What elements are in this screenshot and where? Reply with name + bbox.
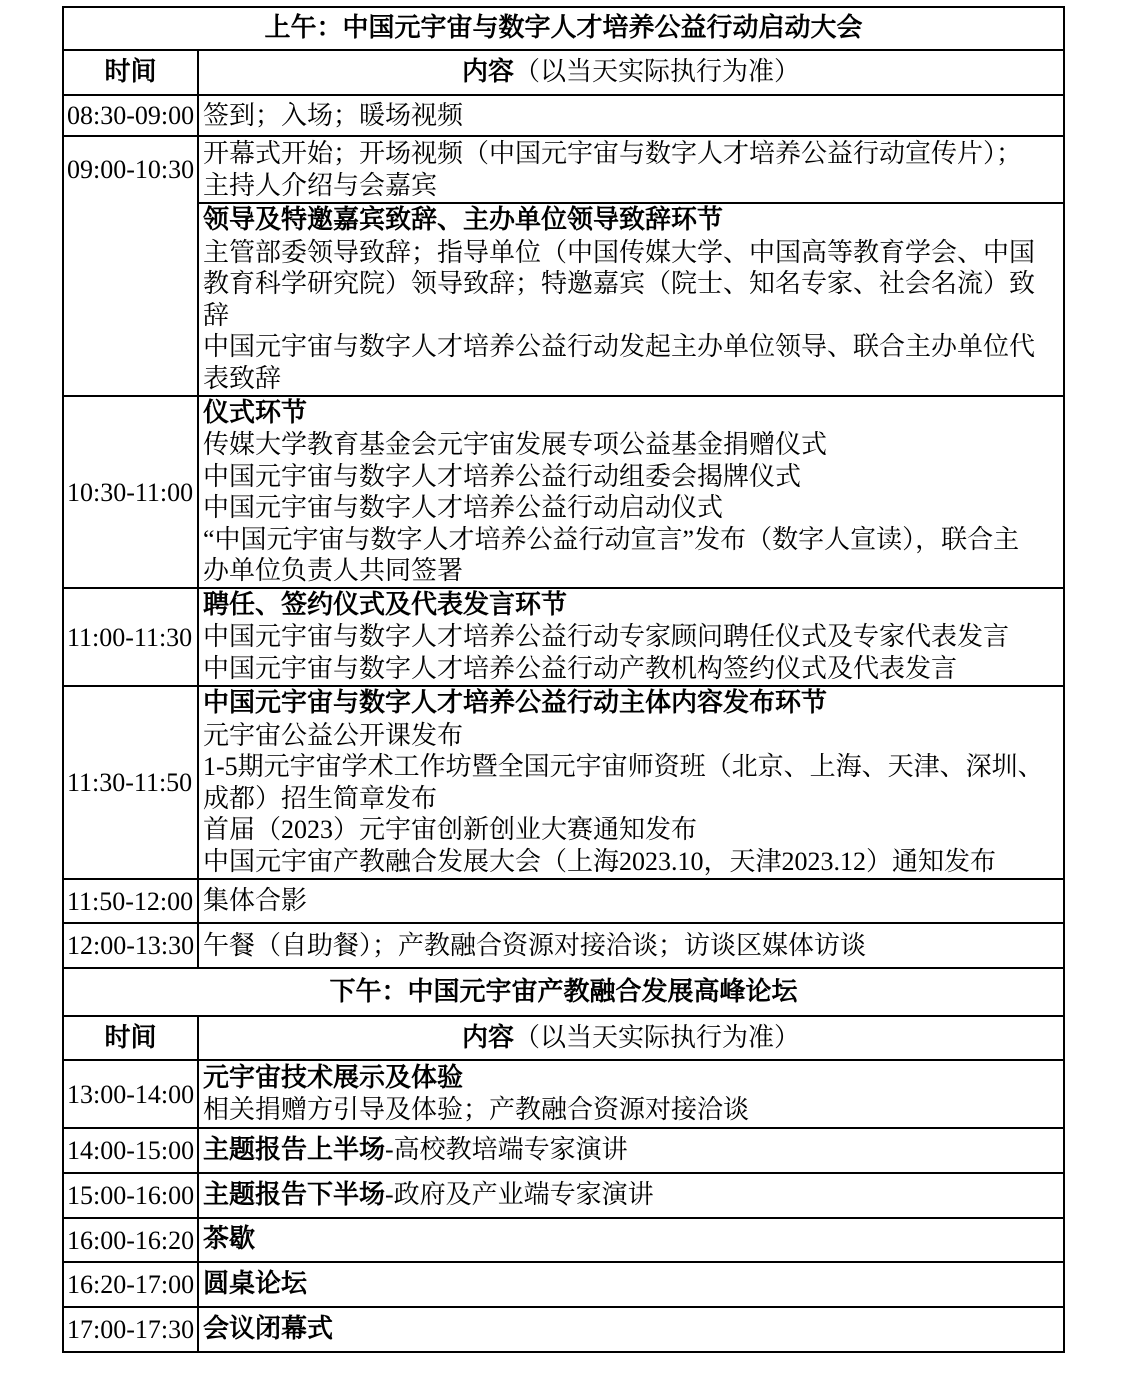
session-heading: 聘任、签约仪式及代表发言环节	[203, 589, 568, 620]
agenda-content	[199, 1308, 1065, 1353]
time-text: 12:00-13:30	[67, 931, 195, 960]
content-line: “中国元宇宙与数字人才培养公益行动宣言”发布（数字人宣读），联合主	[203, 524, 1020, 554]
morning-title-text: 上午：中国元宇宙与数字人才培养公益行动启动大会	[264, 13, 863, 43]
time-slot	[64, 880, 199, 924]
content-line: 相关捐赠方引导及体验；产教融合资源对接洽谈	[203, 1095, 750, 1124]
content-line: 签到；入场；暖场视频	[203, 100, 464, 130]
agenda-content	[199, 589, 1065, 687]
content-line: 集体合影	[203, 886, 308, 916]
agenda-content	[199, 1129, 1065, 1174]
morning-time-header	[64, 51, 199, 96]
agenda-content	[199, 1061, 1065, 1129]
session-heading: 会议闭幕式	[203, 1313, 334, 1344]
content-line: 中国元宇宙产教融合发展大会（上海2023.10，天津2023.12）通知发布	[203, 846, 997, 876]
content-header-line	[462, 1022, 800, 1055]
content-line: 首届（2023）元宇宙创新创业大赛通知发布	[203, 815, 698, 844]
content-line: 传媒大学教育基金会元宇宙发展专项公益基金捐赠仪式	[203, 430, 828, 459]
session-heading: 圆桌论坛	[203, 1268, 308, 1299]
time-text: 11:00-11:30	[67, 622, 193, 652]
session-heading: 中国元宇宙与数字人才培养公益行动主体内容发布环节	[203, 688, 828, 718]
content-line: 成都）招生简章发布	[203, 783, 438, 813]
time-text: 16:00-16:20	[67, 1225, 195, 1255]
afternoon-title-text: 下午：中国元宇宙产教融合发展高峰论坛	[329, 976, 798, 1007]
agenda-content	[199, 204, 1065, 397]
afternoon-content-header	[199, 1017, 1065, 1061]
content-header-note: （以当天实际执行为准）	[514, 57, 801, 87]
morning-section-title	[64, 8, 1065, 51]
agenda-content	[199, 924, 1065, 969]
agenda-content	[199, 96, 1065, 137]
agenda-content	[199, 1174, 1065, 1219]
time-slot	[64, 589, 199, 687]
content-line: 主管部委领导致辞；指导单位（中国传媒大学、中国高等教育学会、中国	[203, 237, 1036, 267]
agenda-content	[199, 397, 1065, 589]
time-text: 11:30-11:50	[67, 768, 193, 797]
content-line: 中国元宇宙与数字人才培养公益行动发起主办单位领导、联合主办单位代	[203, 332, 1036, 361]
content-header-label: 内容	[461, 1022, 514, 1053]
time-text: 13:00-14:00	[67, 1079, 195, 1109]
time-text: 14:00-15:00	[67, 1136, 195, 1165]
time-slot	[64, 1263, 199, 1308]
time-slot	[64, 1219, 199, 1263]
content-line: 中国元宇宙与数字人才培养公益行动专家顾问聘任仪式及专家代表发言	[203, 622, 1010, 652]
content-header-label: 内容	[461, 57, 514, 88]
session-heading: 元宇宙技术展示及体验	[203, 1062, 464, 1093]
content-header-line	[462, 56, 800, 89]
content-line: 表致辞	[203, 363, 282, 393]
afternoon-section-title	[64, 969, 1065, 1017]
agenda-content	[199, 1263, 1065, 1308]
session-heading: 领导及特邀嘉宾致辞、主办单位领导致辞环节	[203, 205, 724, 235]
agenda-content	[199, 137, 1065, 204]
time-header-label: 时间	[104, 1022, 157, 1053]
content-line: 辞	[203, 300, 230, 330]
agenda-content	[199, 1219, 1065, 1263]
session-detail: -高校教培端专家演讲	[385, 1135, 628, 1165]
morning-content-header	[199, 51, 1065, 96]
content-line: 中国元宇宙与数字人才培养公益行动产教机构签约仪式及代表发言	[203, 653, 958, 683]
time-slot	[64, 397, 199, 589]
agenda-table	[62, 6, 1065, 1353]
time-text: 17:00-17:30	[67, 1315, 195, 1344]
time-text: 09:00-10:30	[67, 155, 195, 184]
content-line	[203, 1179, 1063, 1212]
session-detail: -政府及产业端专家演讲	[385, 1180, 654, 1210]
agenda-content	[199, 880, 1065, 924]
content-line: 教育科学研究院）领导致辞；特邀嘉宾（院士、知名专家、社会名流）致	[203, 269, 1036, 298]
time-slot	[64, 1129, 199, 1174]
content-line: 午餐（自助餐）；产教融合资源对接洽谈；访谈区媒体访谈	[203, 930, 867, 960]
session-heading: 主题报告上半场	[203, 1135, 386, 1166]
content-line: 1-5期元宇宙学术工作坊暨全国元宇宙师资班（北京、上海、天津、深圳、	[203, 752, 1044, 781]
time-text: 08:30-09:00	[67, 101, 195, 130]
time-text: 16:20-17:00	[67, 1270, 195, 1299]
time-slot	[64, 1308, 199, 1353]
time-slot	[64, 687, 199, 880]
time-text: 15:00-16:00	[67, 1181, 195, 1210]
session-heading: 茶歇	[203, 1224, 256, 1255]
content-line: 中国元宇宙与数字人才培养公益行动启动仪式	[203, 493, 724, 522]
session-heading: 仪式环节	[203, 397, 308, 428]
content-line: 办单位负责人共同签署	[203, 556, 464, 585]
session-heading: 主题报告下半场	[203, 1180, 386, 1211]
agenda-content	[199, 687, 1065, 880]
time-slot	[64, 924, 199, 969]
time-slot	[64, 96, 199, 137]
content-header-note: （以当天实际执行为准）	[514, 1022, 801, 1052]
time-text: 11:50-12:00	[67, 886, 194, 916]
content-line: 元宇宙公益公开课发布	[203, 720, 464, 750]
time-slot	[64, 1174, 199, 1219]
time-slot	[64, 1061, 199, 1129]
content-line: 主持人介绍与会嘉宾	[203, 170, 438, 200]
time-header-label: 时间	[104, 57, 157, 87]
content-line	[203, 1134, 1063, 1167]
afternoon-time-header	[64, 1017, 199, 1061]
time-text: 10:30-11:00	[67, 477, 194, 507]
content-line: 开幕式开始；开场视频（中国元宇宙与数字人才培养公益行动宣传片）；	[203, 139, 1023, 168]
time-slot	[64, 137, 199, 397]
content-line: 中国元宇宙与数字人才培养公益行动组委会揭牌仪式	[203, 461, 802, 491]
